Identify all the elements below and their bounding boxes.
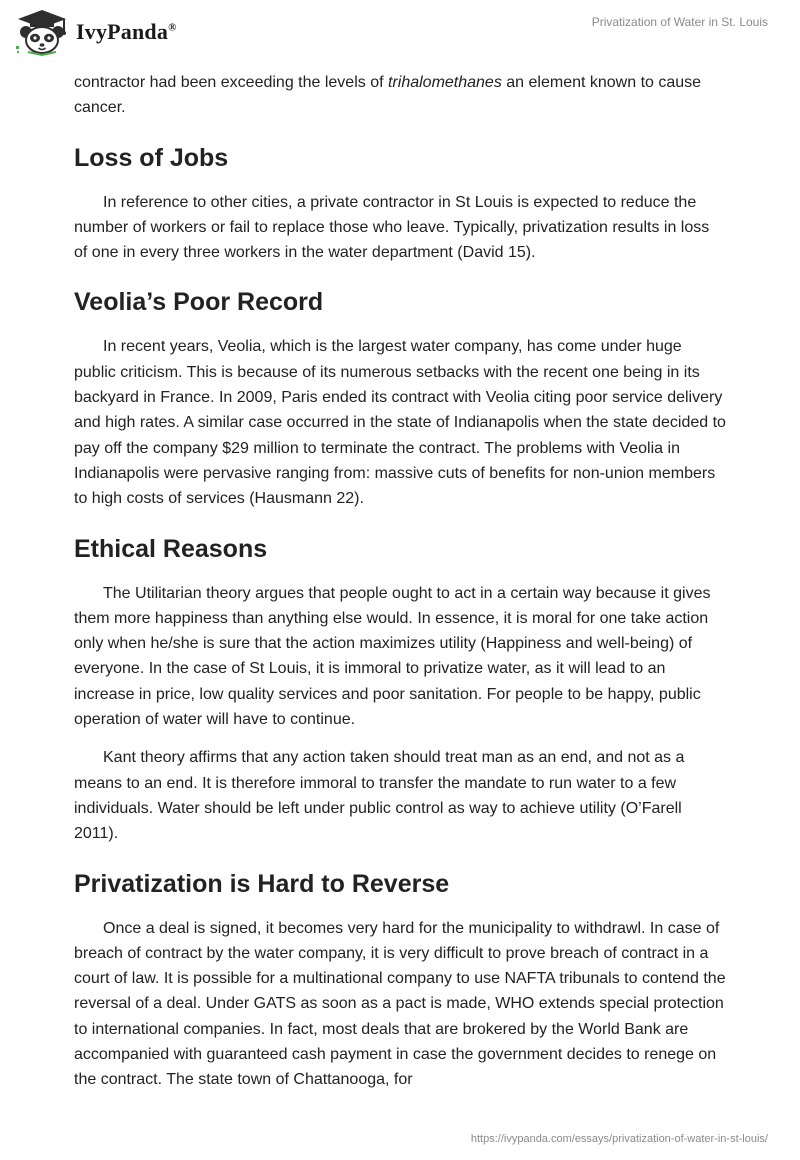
page-header [0, 0, 800, 64]
intro-paragraph: contractor had been exceeding the levels of trihalomethanes an element known to cause cancer. [74, 74, 702, 117]
section-heading-ethical-reasons: Ethical Reasons [74, 534, 268, 563]
paragraph: Once a deal is signed, it becomes very hard for the municipality to withdrawl. In case of breach of contract by the water company, it is very difficult to prove breach of contract in a court of law. It is possible for a multinational company to use NAFTA tribunals to contend the reversal of a deal. Under GATS as soon as a pact is made, WHO extends special protection to international companies. In fact, most deals that are brokered by the World Bank are accompanied with guaranteed cash payment in case the government decides to renege on the contract. The state town of Chattanooga, for [74, 919, 726, 1089]
logo-text: IvyPanda® [76, 19, 177, 44]
section-heading-loss-of-jobs: Loss of Jobs [74, 143, 229, 172]
essay-body [74, 70, 726, 1106]
intro-emphasis: trihalomethanes [387, 74, 502, 91]
paragraph: Kant theory affirms that any action taken should treat man as an end, and not as a means to an end. It is therefore immoral to transfer the mandate to run water to a few individuals. Water should be left under public control as way to achieve utility (O’Farell 2011). [74, 749, 685, 843]
paragraph: The Utilitarian theory argues that people ought to act in a certain way because it gives them more happiness than anything else would. In essence, it is moral for one take action only when he/she is sure that the action maximizes utility (Happiness and well-being) of everyone. In the case of St Louis, it is immoral to privatize water, as it will lead to an increase in price, low quality services and poor sanitation. For people to be happy, public operation of water will have to continue. [74, 584, 711, 729]
logo-link[interactable] [14, 8, 177, 56]
paragraph: In reference to other cities, a private contractor in St Louis is expected to reduce the number of workers or fail to replace those who leave. Typically, privatization results in loss of one in every three workers in the water department (David 15). [74, 193, 710, 262]
panda-logo-icon [14, 8, 70, 56]
source-url-link[interactable]: https://ivypanda.com/essays/privatization-of-water-in-st-louis/ [470, 1133, 768, 1145]
paragraph: In recent years, Veolia, which is the largest water company, has come under huge public criticism. This is because of its numerous setbacks with the recent one being in its backyard in France. In 2009, Paris ended its contract with Veolia citing poor service delivery and high rates. A similar case occurred in the state of Indianapolis when the state decided to pay off the company $29 million to terminate the contract. The problems with Veolia in Indianapolis were pervasive ranging from: massive cuts of benefits for non-union members to high costs of services (Hausmann 22). [74, 338, 726, 508]
section-heading-hard-to-reverse: Privatization is Hard to Reverse [74, 869, 450, 898]
section-heading-veolia-record: Veolia’s Poor Record [74, 288, 324, 317]
document-title: Privatization of Water in St. Louis [591, 15, 768, 29]
registered-mark: ® [168, 21, 177, 34]
